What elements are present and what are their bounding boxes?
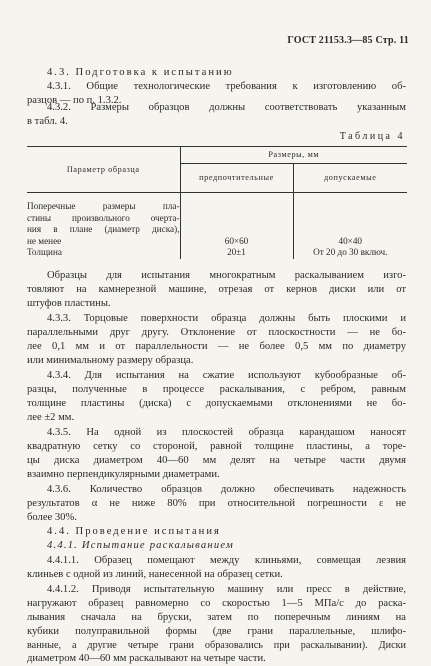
paragraph-line: разцов — по п. 1.3.2. bbox=[27, 95, 122, 106]
paragraph-line: товляют на камнерезной машине, отрезая от кернов диски или от bbox=[27, 284, 406, 295]
table-header-preferred: предпочтительные bbox=[180, 164, 293, 193]
paragraph-line: штуфов пластины. bbox=[27, 298, 111, 309]
table-allowed-values: 40×40 От 20 до 30 включ. bbox=[293, 193, 407, 259]
paragraph-line: 4.4.1.2. Приводя испытательную машину или пресс в действие, bbox=[47, 584, 406, 595]
table-preferred-values: 60×60 20±1 bbox=[180, 193, 293, 259]
paragraph-line: клиньев с одной из линий, нанесенной на образец сетки. bbox=[27, 569, 283, 580]
paragraph-line: кубики полуправильной формы (две грани параллельные, шлифо- bbox=[27, 626, 406, 637]
paragraph-line: разцы, полученные в процессе раскалывания, с ребром, равным bbox=[27, 384, 406, 395]
subsection-heading: 4.4.1. Испытание раскалыванием bbox=[47, 540, 234, 551]
paragraph-line: лее 0,1 мм и от параллельности — не более 0,5 мм по диаметру bbox=[27, 341, 406, 352]
paragraph-line: параллельными друг другу. Отклонение от плоскостности — не бо- bbox=[27, 327, 406, 338]
table-caption: Таблица 4 bbox=[339, 131, 405, 142]
paragraph-line: лывания сначала на бруски, затем по поперечным линиям на bbox=[27, 612, 406, 623]
paragraph-line: более 30%. bbox=[27, 512, 77, 523]
paragraph-line: нагружают образец равномерно со скоростью 1—5 МПа/с до раска- bbox=[27, 598, 406, 609]
paragraph-line: результатов α не ниже 80% при относительной погрешности ε не bbox=[27, 498, 406, 509]
paragraph-line: 4.3.2. Размеры образцов должны соответствовать указанным bbox=[47, 102, 406, 113]
paragraph-line: квадратную сетку со стороной, равной толщине пластины, а торе- bbox=[27, 441, 406, 452]
paragraph-line: или минимальному размеру образца. bbox=[27, 355, 194, 366]
paragraph-line: цы диска диаметром 40—60 мм делят на четыре части двумя bbox=[27, 455, 406, 466]
paragraph-line: 4.3.5. На одной из плоскостей образца карандашом наносят bbox=[47, 427, 406, 438]
paragraph-line: 4.3.6. Количество образцов должно обеспечивать надежность bbox=[47, 484, 406, 495]
paragraph-line: диаметром 40—60 мм раскалывают на четыре части. bbox=[27, 653, 266, 664]
paragraph-line: 4.3.4. Для испытания на сжатие используют кубообразные об- bbox=[47, 370, 406, 381]
table-header-sizes: Размеры, мм bbox=[180, 147, 407, 164]
paragraph-line: толщине пластины (диска) с допускаемыми отклонениями не бо- bbox=[27, 398, 406, 409]
page-header: ГОСТ 21153.3—85 Стр. 11 bbox=[287, 35, 409, 46]
specimen-size-table bbox=[27, 146, 407, 259]
paragraph-line: в табл. 4. bbox=[27, 116, 68, 127]
table-header-param: Параметр образца bbox=[27, 147, 180, 193]
section-heading: 4.4. Проведение испытания bbox=[47, 526, 221, 537]
paragraph-line: 4.3.1. Общие технологические требования к изготовлению об- bbox=[47, 81, 406, 92]
table-header-allowed: допускаемые bbox=[293, 164, 407, 193]
section-heading: 4.3. Подготовка к испытанию bbox=[47, 67, 234, 78]
paragraph-line: ванные, а другие четыре грани образовались при раскалывании). Диски bbox=[27, 640, 406, 651]
paragraph-line: 4.3.3. Торцовые поверхности образца должны быть плоскими и bbox=[47, 313, 406, 324]
table-row-name: Поперечные размеры пла- стины произвольного очерта- ния в плане (диаметр диска), не менее Толщина bbox=[27, 201, 180, 257]
paragraph-line: Образцы для испытания многократным раскалыванием изго- bbox=[47, 270, 406, 281]
paragraph-line: взаимно перпендикулярными диаметрами. bbox=[27, 469, 220, 480]
paragraph-line: 4.4.1.1. Образец помещают между клиньями, совмещая лезвия bbox=[47, 555, 406, 566]
paragraph-line: лее ±2 мм. bbox=[27, 412, 75, 423]
